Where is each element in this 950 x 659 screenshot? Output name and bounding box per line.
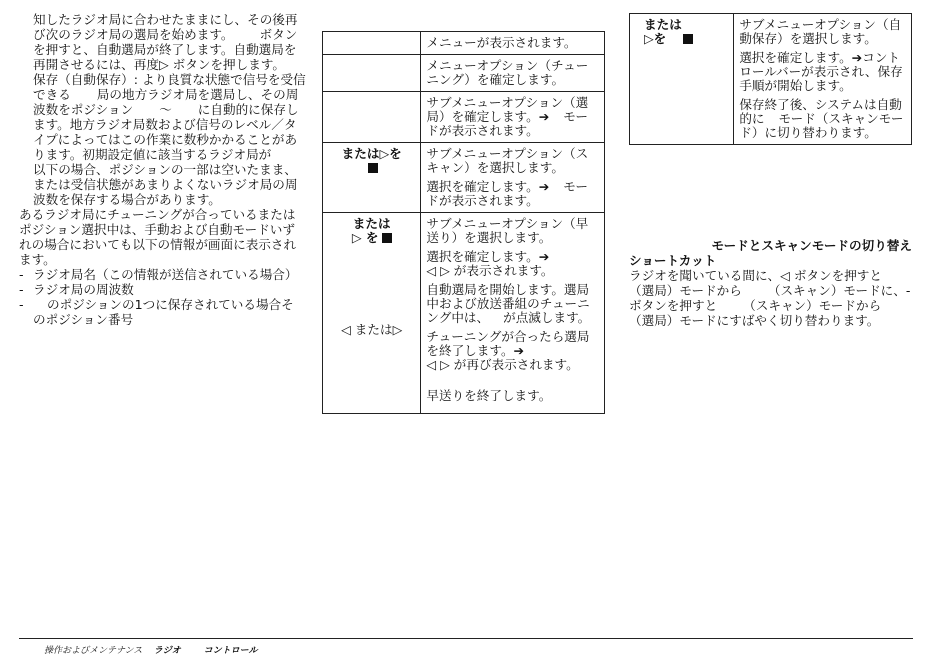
text: サブメニューオプション（選局）を確定します。 [426, 95, 589, 124]
text: モード（スキャンモード）に切り替わります。 [739, 111, 904, 140]
shortcut-subheading: ショートカット [629, 253, 717, 268]
right-arrow-icon: ➔ [538, 109, 550, 124]
list-item: - ラジオ局の周波数 [19, 282, 134, 297]
key-cell [630, 14, 734, 145]
text: 選択を確定します。 [739, 50, 852, 65]
description-cell [421, 143, 605, 213]
text: ラジオ局名（この情報が送信されている場合） [33, 267, 298, 282]
left-paragraph-2 [19, 72, 306, 207]
text: ボタンを押すと、自動選局が終了します。自動選局を再開させるには、再度▷ ボタンを押します。 [33, 27, 298, 72]
right-arrow-icon: ➔ [538, 179, 550, 194]
key-cell [323, 32, 421, 55]
text: （スキャン）モードに、- ボタンを押すと [629, 283, 911, 313]
table-row [630, 14, 912, 145]
text: のポジションの1つに保存されている場合そのポジション番号 [33, 297, 294, 327]
table-row [323, 143, 605, 213]
table-row [323, 32, 605, 55]
left-paragraph-3: あるラジオ局にチューニングが合っているまたはポジション選択中は、手動および自動モードいずれの場合においても以下の情報が画面に表示されます。 [19, 207, 297, 267]
description-cell [421, 213, 605, 414]
text: ▷ を [351, 230, 379, 245]
text: 選択を確定します。 [426, 179, 539, 194]
key-cell [323, 213, 421, 414]
footer-topic: コントロール [203, 646, 258, 656]
text: 以下の場合、ポジションの一部は空いたまま、または受信状態があまりよくないラジオ局の周波数を保存する場合があります。 [33, 162, 298, 207]
description-cell [734, 14, 912, 145]
text: ▷を [644, 31, 667, 46]
text: に自動的に保存します。地方ラジオ局数および信号のレベル／タイプによってはこの作業に数秒かかることがあります。初期設定値に該当するラジオ局が [33, 102, 299, 162]
key-cell [323, 55, 421, 92]
text: 保存（自動保存）: より良質な状態で信号を受信できる [33, 72, 306, 102]
left-column [19, 12, 306, 327]
description-cell [421, 92, 605, 143]
radio-steps-table [322, 31, 605, 414]
text: 知したラジオ局に合わせたままにし、その後再び次のラジオ局の選局を始めます。 [33, 12, 298, 42]
left-paragraph-1 [19, 12, 306, 72]
table-row [323, 92, 605, 143]
text: ラジオ局の周波数 [33, 282, 134, 297]
text: サブメニューオプション（スキャン）を選択します。 [426, 146, 589, 175]
square-button-icon [382, 233, 392, 243]
shortcut-section [629, 238, 912, 328]
footer-divider [19, 638, 913, 639]
text: （選局）モードにすばやく切り替わります。 [629, 313, 880, 328]
key-cell [323, 92, 421, 143]
text: （選局）モードから [629, 283, 742, 298]
text: 保存終了後、システムは自動的に [739, 97, 902, 126]
text: メニューが表示されます。 [426, 35, 577, 50]
text: ◁ ▷ が表示されます。 [426, 263, 554, 278]
text: チューニングが合ったら選局を終了します。 [426, 329, 590, 358]
text: または [352, 216, 391, 231]
description-cell [421, 32, 605, 55]
text: 早送りを終了します。 [426, 388, 552, 403]
text: 自動選局を開始します。選局中および放送番組のチューニング中は、 [426, 282, 590, 325]
text: 選択を確定します。 [426, 249, 539, 264]
description-cell [421, 55, 605, 92]
text: モードが表示されます。 [426, 179, 588, 208]
text: （スキャン）モードから [743, 298, 882, 313]
text: または [644, 17, 682, 32]
text: サブメニューオプション（早送り）を選択します。 [426, 216, 589, 245]
footer-section: 操作およびメンテナンス [44, 646, 143, 656]
text: ◁ または▷ [341, 322, 403, 337]
right-arrow-icon: ➔ [513, 343, 525, 358]
shortcut-text [629, 268, 912, 328]
table-row [323, 55, 605, 92]
text: モードが表示されます。 [426, 109, 588, 138]
text: ラジオを聞いている間に、◁ ボタンを押すと [629, 268, 882, 283]
text: メニューオプション（チューニング）を確定します。 [426, 58, 589, 87]
text: または▷を [341, 146, 402, 161]
table-row [323, 213, 605, 414]
text: 〜 [159, 102, 172, 117]
text: が点滅します。 [503, 310, 591, 325]
square-button-icon [683, 34, 693, 44]
square-button-icon [368, 163, 378, 173]
text: コントロールバーが表示され、保存手順が開始します。 [739, 50, 903, 93]
right-arrow-icon: ➔ [851, 50, 863, 65]
list-item: - のポジションの1つに保存されている場合そのポジション番号 [19, 297, 294, 327]
text: サブメニューオプション（自動保存）を選択します。 [739, 17, 902, 46]
footer [44, 646, 257, 657]
right-arrow-icon: ➔ [538, 249, 550, 264]
text: 局の地方ラジオ局を選局し、その周波数をポジション [33, 87, 299, 117]
auto-store-table [629, 13, 912, 145]
key-cell [323, 143, 421, 213]
footer-chapter: ラジオ [153, 646, 181, 656]
text: ◁ ▷ が再び表示されます。 [426, 357, 579, 372]
shortcut-heading: モードとスキャンモードの切り替え [711, 238, 912, 253]
list-item: - ラジオ局名（この情報が送信されている場合） [19, 267, 298, 282]
